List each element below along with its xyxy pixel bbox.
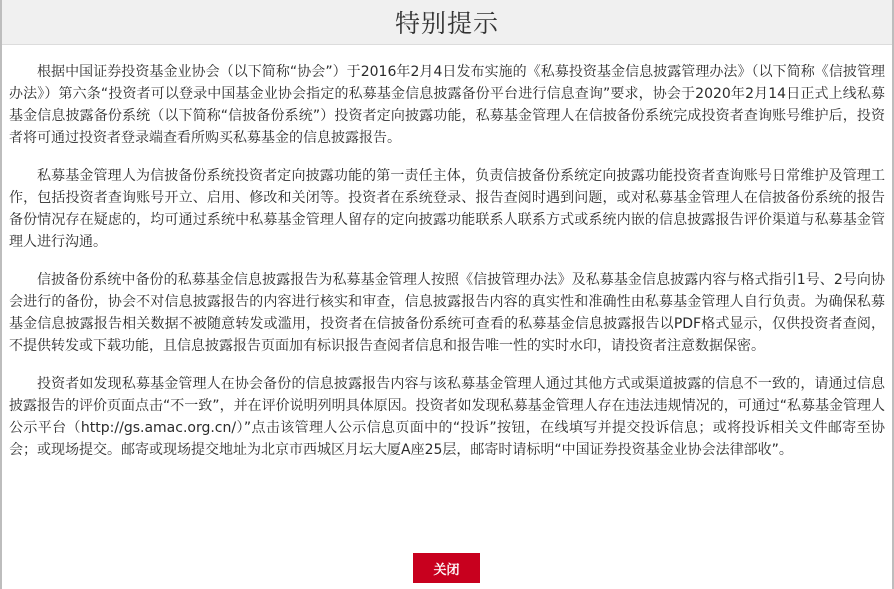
notice-paragraph-2: 私募基金管理人为信披备份系统投资者定向披露功能的第一责任主体，负责信披备份系统定向披露功能投资者查询账号日常维护及管理工作，包括投资者查询账号开立、启用、修改和关闭等。投资者在系统登录、报告查阅时遇到问题，或对私募基金管理人在信披备份系统的报告备份情况存在疑虑的，均可通过系统中私募基金管理人留存的定向披露功能联系人联系方式或系统内嵌的信息披露报告评价渠道与私募基金管理人进行沟通。 [9,168,885,250]
notice-paragraph-4: 投资者如发现私募基金管理人在协会备份的信息披露报告内容与该私募基金管理人通过其他方式或渠道披露的信息不一致的，请通过信息披露报告的评价页面点击“不一致”，并在评价说明列明具体原因。投资者如发现私募基金管理人存在违法违规情况的，可通过“私募基金管理人公示平台（http://gs.amac.org.cn/）”点击该管理人公示信息页面中的“投诉”按钮，在线填写并提交投诉信息；或将投诉相关文件邮寄至协会；或现场提交。邮寄或现场提交地址为北京市西城区月坛大厦A座25层，邮寄时请标明“中国证券投资基金业协会法律部收”。 [9,376,885,458]
dialog-title: 特别提示 [394,9,499,38]
dialog-footer [2,553,892,583]
dialog-title-bar [2,0,892,45]
notice-paragraph-3: 信披备份系统中备份的私募基金信息披露报告为私募基金管理人按照《信披管理办法》及私募基金信息披露内容与格式指引1号、2号向协会进行的备份，协会不对信息披露报告的内容进行核实和审查，信息披露报告内容的真实性和准确性由私募基金管理人自行负责。为确保私募基金信息披露报告相关数据不被随意转发或滥用，投资者在信披备份系统可查看的私募基金信息披露报告以PDF格式显示，仅供投资者查阅，不提供转发或下载功能，且信息披露报告页面加有标识报告查阅者信息和报告唯一性的实时水印，请投资者注意数据保密。 [9,272,885,354]
dialog-content [2,45,892,461]
notice-paragraph-1: 根据中国证券投资基金业协会（以下简称“协会”）于2016年2月4日发布实施的《私募投资基金信息披露管理办法》（以下简称《信披管理办法》）第六条“投资者可以登录中国基金业协会指定的私募基金信息披露备份平台进行信息查询”要求，协会于2020年2月14日正式上线私募基金信息披露备份系统（以下简称“信披备份系统”）投资者定向披露功能，私募基金管理人在信披备份系统完成投资者查询账号维护后，投资者将可通过投资者登录端查看所购买私募基金的信息披露报告。 [9,64,885,146]
close-button[interactable]: 关闭 [413,553,480,583]
